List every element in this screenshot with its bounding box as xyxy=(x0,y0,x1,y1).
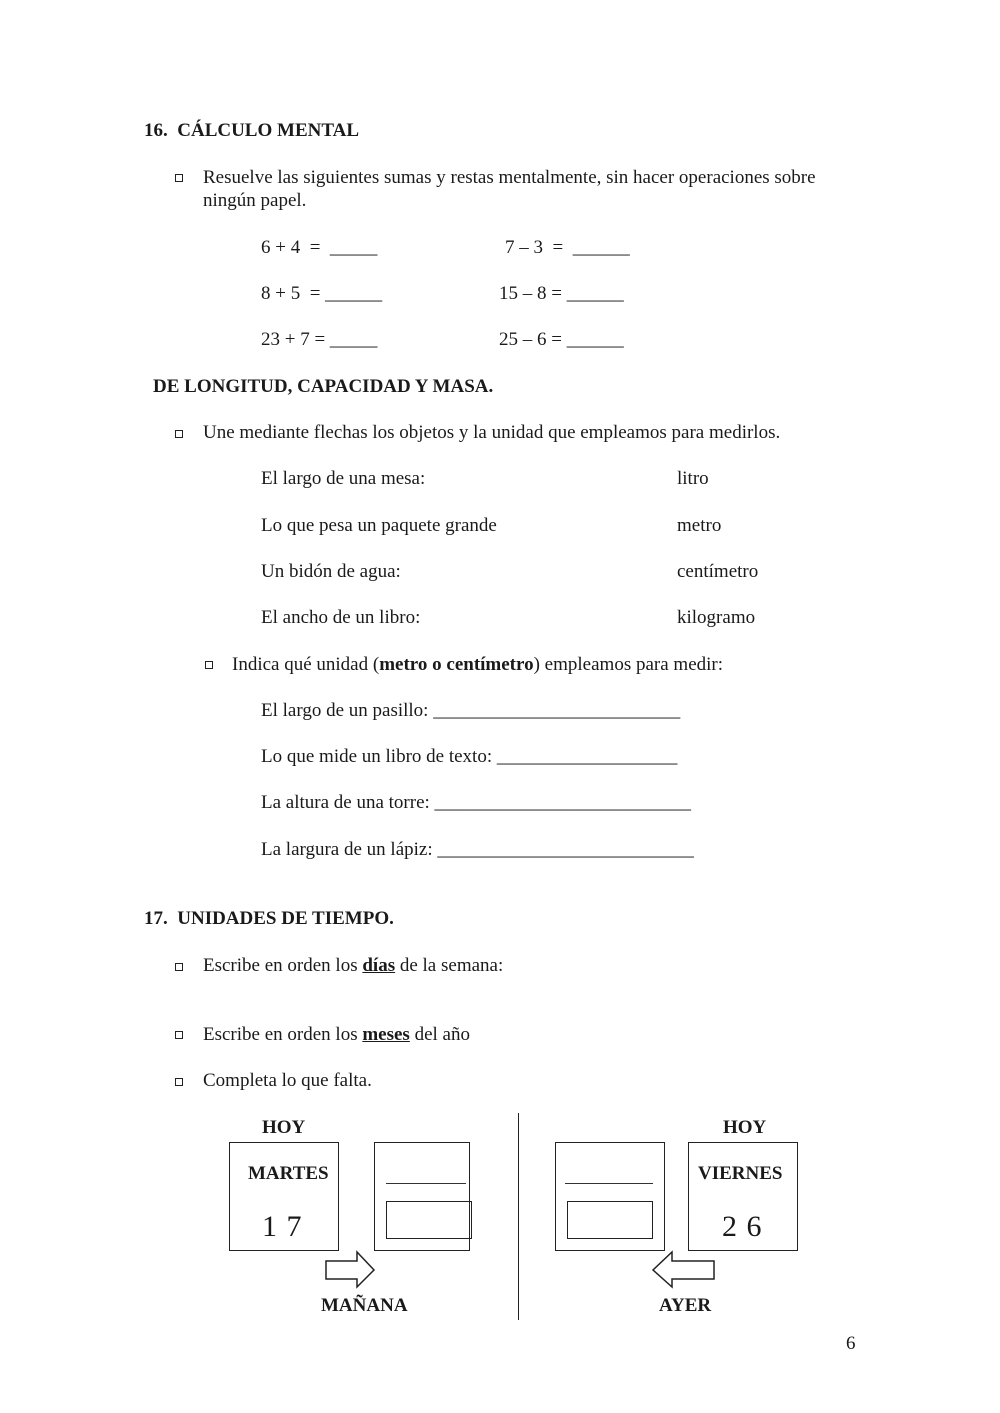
meses-post: del año xyxy=(409,1024,470,1045)
unit-item: kilogramo xyxy=(677,607,756,628)
bullet-icon xyxy=(175,963,183,971)
answer-line-left xyxy=(386,1183,466,1184)
manana-label: MAÑANA xyxy=(321,1295,408,1316)
operation: 15 – 8 = ______ xyxy=(499,283,624,304)
meses-instruction xyxy=(203,1025,470,1044)
instruction-text: Resuelve las siguientes sumas y restas mentalmente, sin hacer operaciones sobre xyxy=(203,167,816,188)
hoy-label-right: HOY xyxy=(723,1117,767,1138)
instruction-text: Une mediante flechas los objetos y la unidad que empleamos para medirlos. xyxy=(203,422,781,443)
indica-pre: Indica qué unidad ( xyxy=(232,654,380,675)
unit-item: metro xyxy=(677,515,722,536)
completa-instruction: Completa lo que falta. xyxy=(203,1070,372,1091)
dias-pre: Escribe en orden los xyxy=(203,955,363,976)
arrow-left-icon xyxy=(650,1250,716,1290)
page-number: 6 xyxy=(846,1333,856,1354)
operation: 7 – 3 = ______ xyxy=(505,237,630,258)
hoy-label-left: HOY xyxy=(262,1117,306,1138)
answer-line-right xyxy=(565,1183,653,1184)
operation: 25 – 6 = ______ xyxy=(499,329,624,350)
answer-box-right xyxy=(567,1201,653,1239)
section-16-title: 16. CÁLCULO MENTAL xyxy=(144,120,359,141)
day-name-right: VIERNES xyxy=(698,1163,783,1184)
question-item: La largura de un lápiz: ___________________________ xyxy=(261,839,694,860)
indica-bold: metro o centímetro xyxy=(379,654,534,675)
dias-post: de la semana: xyxy=(395,955,504,976)
day-number-left: 1 7 xyxy=(262,1210,303,1243)
arrow-right-icon xyxy=(324,1250,378,1290)
operation: 23 + 7 = _____ xyxy=(261,329,378,350)
question-item: La altura de una torre: ___________________________ xyxy=(261,792,692,813)
indica-instruction xyxy=(232,655,723,674)
answer-box-left xyxy=(386,1201,472,1239)
measures-title: DE LONGITUD, CAPACIDAD Y MASA. xyxy=(153,376,494,397)
unit-item: centímetro xyxy=(677,561,759,582)
question-item: Lo que mide un libro de texto: ___________________ xyxy=(261,746,678,767)
dias-word: días xyxy=(362,955,396,976)
object-item: Un bidón de agua: xyxy=(261,561,401,582)
meses-word: meses xyxy=(362,1024,410,1045)
bullet-icon xyxy=(175,1031,183,1039)
object-item: El largo de una mesa: xyxy=(261,468,426,489)
bullet-icon xyxy=(205,661,213,669)
section-17-title: 17. UNIDADES DE TIEMPO. xyxy=(144,908,394,929)
object-item: El ancho de un libro: xyxy=(261,607,421,628)
dias-instruction xyxy=(203,956,503,975)
meses-pre: Escribe en orden los xyxy=(203,1024,363,1045)
indica-post: ) empleamos para medir: xyxy=(533,654,724,675)
bullet-icon xyxy=(175,430,183,438)
instruction-text-cont: ningún papel. xyxy=(203,190,307,211)
object-item: Lo que pesa un paquete grande xyxy=(261,515,497,536)
unit-item: litro xyxy=(677,468,709,489)
operation: 6 + 4 = _____ xyxy=(261,237,378,258)
ayer-label: AYER xyxy=(659,1295,712,1316)
divider-line xyxy=(518,1113,519,1320)
question-item: El largo de un pasillo: __________________________ xyxy=(261,700,681,721)
bullet-icon xyxy=(175,1078,183,1086)
bullet-icon xyxy=(175,174,183,182)
day-name-left: MARTES xyxy=(248,1163,329,1184)
operation: 8 + 5 = ______ xyxy=(261,283,383,304)
day-number-right: 2 6 xyxy=(722,1210,763,1243)
